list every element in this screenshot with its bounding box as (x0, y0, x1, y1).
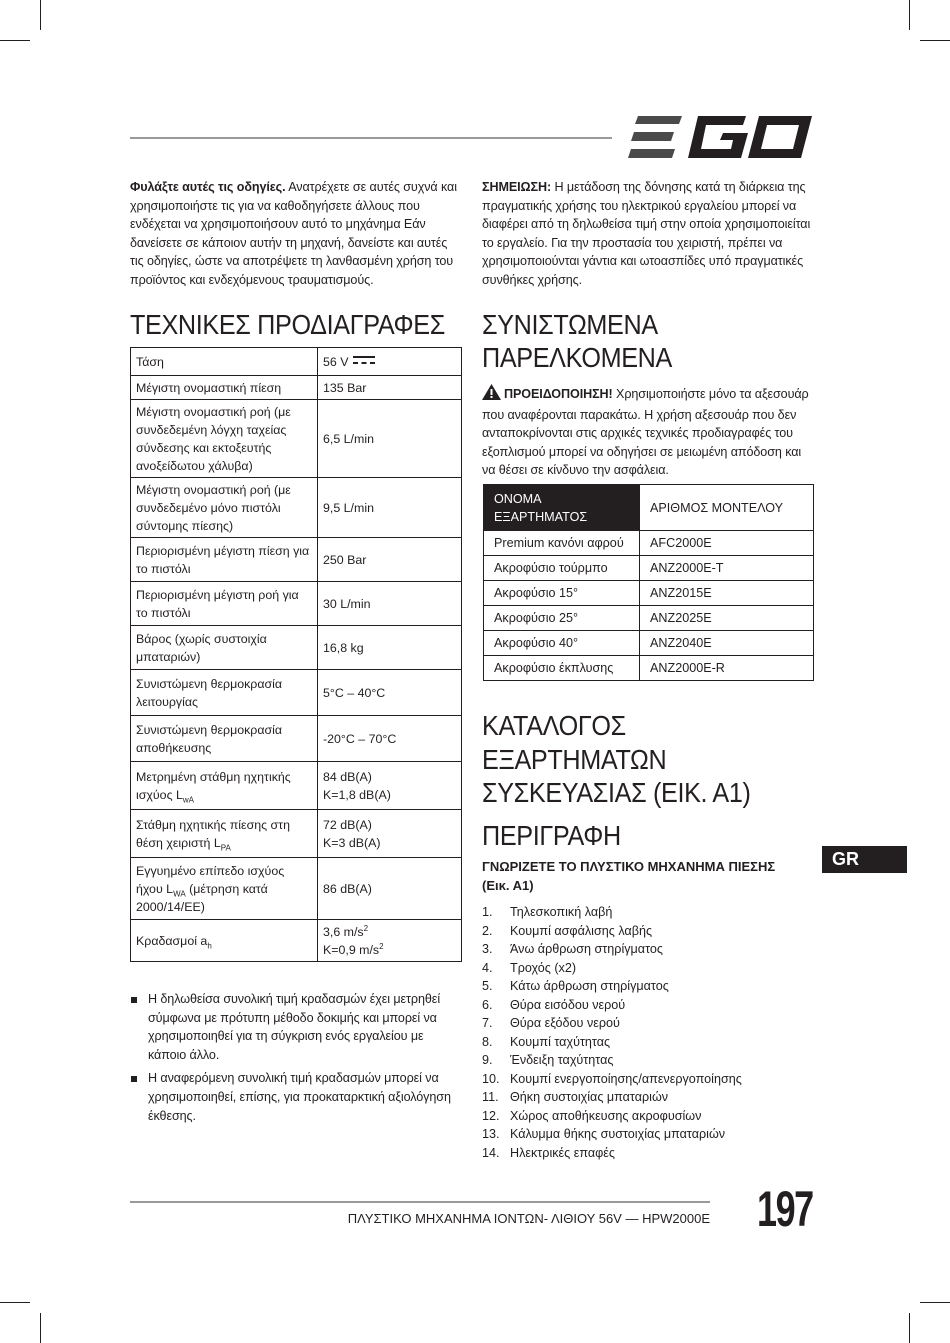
spec-value: 3,6 $m/s^2$ K=0,9 $m/s^2$ (318, 920, 462, 962)
packing-heading (482, 709, 751, 810)
spec-value: 6,5 L/min (318, 400, 462, 478)
header-rule (130, 137, 612, 139)
spec-row (131, 538, 462, 582)
accessory-model: ANZ2040E (640, 631, 814, 656)
accessories-heading-line: ΠΑΡΕΛΚΟΜΕΝΑ (482, 342, 672, 373)
spec-row (131, 400, 462, 478)
warning-paragraph (482, 384, 816, 480)
accessory-row (484, 606, 814, 631)
part-item (482, 940, 812, 959)
accessory-row (484, 631, 814, 656)
spec-row (131, 920, 462, 962)
part-item (482, 959, 812, 978)
packing-heading-line: ΣΥΣΚΕΥΑΣΙΑΣ (ΕΙΚ. Α1) (482, 777, 751, 808)
left-intro (130, 178, 462, 290)
part-number: 14. (482, 1145, 500, 1160)
spec-label: Εγγυημένο επίπεδο ισχύος ήχου $L_{WA}$ (μέτρηση κατά 2000/14/ΕΕ) (131, 858, 318, 920)
bullet-item: Η δηλωθείσα συνολική τιμή κραδασμών έχει μετρηθεί σύμφωνα με πρότυπη μέθοδο δοκιμής και μπορεί να χρησιμοποιηθεί για τη σύγκριση ενός εργαλείου με κάποιο άλλο. (130, 990, 462, 1064)
note-text: Η μετάδοση της δόνησης κατά τη διάρκεια της πραγματικής χρήσης του ηλεκτρικού εργαλείου μπορεί να διαφέρει από τη δηλωθείσα τιμή στην οποία χρησιμοποιείται το εργαλείο. Για την προστασία του χειριστή, πρέπει να χρησιμοποιούνται γάντια και ωτοασπίδες υπό πραγματικές συνθήκες χρήσης. (482, 180, 811, 287)
part-number: 12. (482, 1108, 500, 1123)
part-item (482, 1144, 812, 1163)
accessory-name: Ακροφύσιο 40° (484, 631, 640, 656)
bullet-list (130, 990, 462, 1125)
spec-value: 135 Bar (318, 376, 462, 400)
part-item (482, 1088, 812, 1107)
know-heading: ΓΝΩΡΙΖΕΤΕ ΤΟ ΠΛΥΣΤΙΚΟ ΜΗΧΑΝΗΜΑ ΠΙΕΣΗΣ (Εικ. Α1) (482, 859, 776, 893)
accessory-name: Ακροφύσιο 15° (484, 581, 640, 606)
warning-text: Χρησιμοποιήστε μόνο τα αξεσουάρ που αναφέρονται παρακάτω. Η χρήση αξεσουάρ που δεν ανταποκρίνονται στις αρχικές τεχνικές προδιαγραφές του εξοπλισμού μπορεί να οδηγήσει σε μειωμένη απόδοση και να θέσει σε κίνδυνο την ασφάλεια. (482, 387, 809, 478)
accessory-row (484, 556, 814, 581)
dc-current-icon (353, 352, 375, 370)
part-item (482, 1070, 812, 1089)
spec-label: Περιορισμένη μέγιστη ροή για το πιστόλι (131, 582, 318, 626)
accessory-row (484, 656, 814, 681)
spec-value: -20°C – 70°C (318, 716, 462, 762)
part-number: 1. (482, 905, 493, 919)
spec-row (131, 478, 462, 538)
spec-row (131, 582, 462, 626)
accessory-name: Premium κανόνι αφρού (484, 531, 640, 556)
part-label: Κουμπί ασφάλισης λαβής (510, 923, 653, 938)
part-item (482, 922, 812, 941)
packing-heading-line: ΕΞΑΡΤΗΜΑΤΩΝ (482, 743, 667, 775)
warning-icon (482, 384, 501, 406)
spec-value: 250 Bar (318, 538, 462, 582)
part-number: 13. (482, 1127, 500, 1141)
spec-value: 30 L/min (318, 582, 462, 626)
accessory-model: ANZ2025E (640, 606, 814, 631)
intro-text: Ανατρέχετε σε αυτές συχνά και χρησιμοποιήστε τις για να καθοδηγήσετε άλλους που ενδέχεται να χρησιμοποιήσουν αυτό το μηχάνημα Εάν δανείσετε σε κάποιον αυτήν τη μηχανή, δανείστε και αυτές τις οδηγίες, ώστε να αποτρέψετε τη λανθασμένη χρήση του προϊόντος και ενδεχόμενους τραυματισμούς. (130, 180, 457, 287)
part-label: Τηλεσκοπική λαβή (510, 905, 613, 919)
part-item (482, 1051, 812, 1070)
language-tab: GR (822, 846, 907, 873)
accessory-name: Ακροφύσιο έκπλυσης (484, 656, 640, 681)
part-label: Κάλυμμα θήκης συστοιχίας μπαταριών (510, 1127, 726, 1141)
part-item (482, 1014, 812, 1033)
accessories-header-model: ΑΡΙΘΜΟΣ ΜΟΝΤΕΛΟΥ (640, 485, 814, 531)
spec-label: Μετρημένη στάθμη ηχητικής ισχύος $L_{wA}$ (131, 762, 318, 810)
part-number: 11. (482, 1090, 499, 1104)
part-number: 8. (482, 1034, 493, 1049)
spec-table (130, 347, 462, 962)
spec-label: Κραδασμοί $a_h$ (131, 920, 318, 962)
part-item (482, 903, 812, 922)
part-number: 2. (482, 923, 493, 938)
part-item (482, 977, 812, 996)
part-label: Ένδειξη ταχύτητας (510, 1053, 614, 1067)
accessory-model: AFC2000E (640, 531, 814, 556)
accessory-name: Ακροφύσιο τούρμπο (484, 556, 640, 581)
right-note (482, 178, 816, 290)
spec-label: Βάρος (χωρίς συστοιχία μπαταριών) (131, 626, 318, 670)
part-label: Τροχός (x2) (510, 960, 577, 975)
part-number: 7. (482, 1016, 493, 1030)
spec-row (131, 670, 462, 716)
spec-row (131, 810, 462, 858)
description-heading: ΠΕΡΙΓΡΑΦΗ (482, 820, 621, 851)
spec-value: 16,8 kg (318, 626, 462, 670)
spec-row (131, 376, 462, 400)
parts-list (482, 903, 812, 1162)
spec-value: 9,5 L/min (318, 478, 462, 538)
ego-logo (628, 116, 812, 163)
spec-label: Τάση (131, 348, 318, 376)
spec-row (131, 762, 462, 810)
part-label: Ηλεκτρικές επαφές (510, 1145, 615, 1160)
part-number: 5. (482, 979, 493, 993)
note-bold: ΣΗΜΕΙΩΣΗ: (482, 180, 552, 194)
part-label: Άνω άρθρωση στηρίγματος (510, 942, 663, 956)
part-number: 9. (482, 1053, 493, 1067)
part-item (482, 1033, 812, 1052)
spec-label: Μέγιστη ονομαστική ροή (με συνδεδεμένο μόνο πιστόλι σύντομης πίεσης) (131, 478, 318, 538)
accessories-table (483, 484, 814, 681)
spec-row (131, 348, 462, 376)
part-label: Κάτω άρθρωση στηρίγματος (510, 979, 669, 993)
accessory-model: ANZ2000E-R (640, 656, 814, 681)
accessory-model: ANZ2015E (640, 581, 814, 606)
accessories-heading-line: ΣΥΝΙΣΤΩΜΕΝΑ (482, 309, 658, 340)
accessory-name: Ακροφύσιο 25° (484, 606, 640, 631)
part-number: 6. (482, 997, 493, 1012)
accessories-heading (482, 308, 672, 374)
spec-label: Μέγιστη ονομαστική πίεση (131, 376, 318, 400)
part-label: Θύρα εξόδου νερού (510, 1016, 620, 1030)
spec-row (131, 716, 462, 762)
part-number: 3. (482, 942, 493, 956)
part-label: Χώρος αποθήκευσης ακροφυσίων (510, 1108, 702, 1123)
footer-rule (130, 1201, 710, 1203)
spec-label: Μέγιστη ονομαστική ροή (με συνδεδεμένη λόγχη ταχείας σύνδεσης και εκτοξευτής ανοξείδωτου χάλυβα) (131, 400, 318, 478)
spec-value: 56 V (318, 348, 462, 376)
part-item (482, 1107, 812, 1126)
spec-value: 72 dB(A) K=3 dB(A) (318, 810, 462, 858)
accessory-row (484, 531, 814, 556)
spec-label: Περιορισμένη μέγιστη πίεση για το πιστόλι (131, 538, 318, 582)
part-label: Θύρα εισόδου νερού (510, 997, 626, 1012)
spec-heading: ΤΕΧΝΙΚΕΣ ΠΡΟΔΙΑΓΡΑΦΕΣ (130, 309, 445, 340)
spec-label: Στάθμη ηχητικής πίεσης στη θέση χειριστή $L_{PA}$ (131, 810, 318, 858)
part-number: 4. (482, 960, 493, 975)
part-item (482, 996, 812, 1015)
spec-label: Συνιστώμενη θερμοκρασία λειτουργίας (131, 670, 318, 716)
spec-value: 5°C – 40°C (318, 670, 462, 716)
spec-value: 84 dB(A) K=1,8 dB(A) (318, 762, 462, 810)
footer-text: ΠΛΥΣΤΙΚΟ ΜΗΧΑΝΗΜΑ ΙΟΝΤΩΝ- ΛΙΘΙΟΥ 56V — HPW2000E (347, 1211, 710, 1226)
spec-row (131, 626, 462, 670)
page-number: 197 (757, 1181, 813, 1237)
spec-label: Συνιστώμενη θερμοκρασία αποθήκευσης (131, 716, 318, 762)
packing-heading-line: ΚΑΤΑΛΟΓΟΣ (482, 710, 626, 741)
accessory-model: ANZ2000E-T (640, 556, 814, 581)
spec-value: 86 dB(A) (318, 858, 462, 920)
part-label: Θήκη συστοιχίας μπαταριών (510, 1090, 669, 1104)
part-number: 10. (482, 1071, 500, 1086)
warning-bold: ΠΡΟΕΙΔΟΠΟΙΗΣΗ! (504, 387, 613, 401)
intro-bold: Φυλάξτε αυτές τις οδηγίες. (130, 180, 286, 194)
part-label: Κουμπί ταχύτητας (510, 1034, 611, 1049)
spec-row (131, 858, 462, 920)
part-item (482, 1125, 812, 1144)
part-label: Κουμπί ενεργοποίησης/απενεργοποίησης (510, 1071, 742, 1086)
accessory-row (484, 581, 814, 606)
bullet-item: Η αναφερόμενη συνολική τιμή κραδασμών μπορεί να χρησιμοποιηθεί, επίσης, για προκαταρκτική αξιολόγηση έκθεσης. (130, 1069, 462, 1125)
accessories-header-name: ΟΝΟΜΑ ΕΞΑΡΤΗΜΑΤΟΣ (484, 485, 640, 531)
